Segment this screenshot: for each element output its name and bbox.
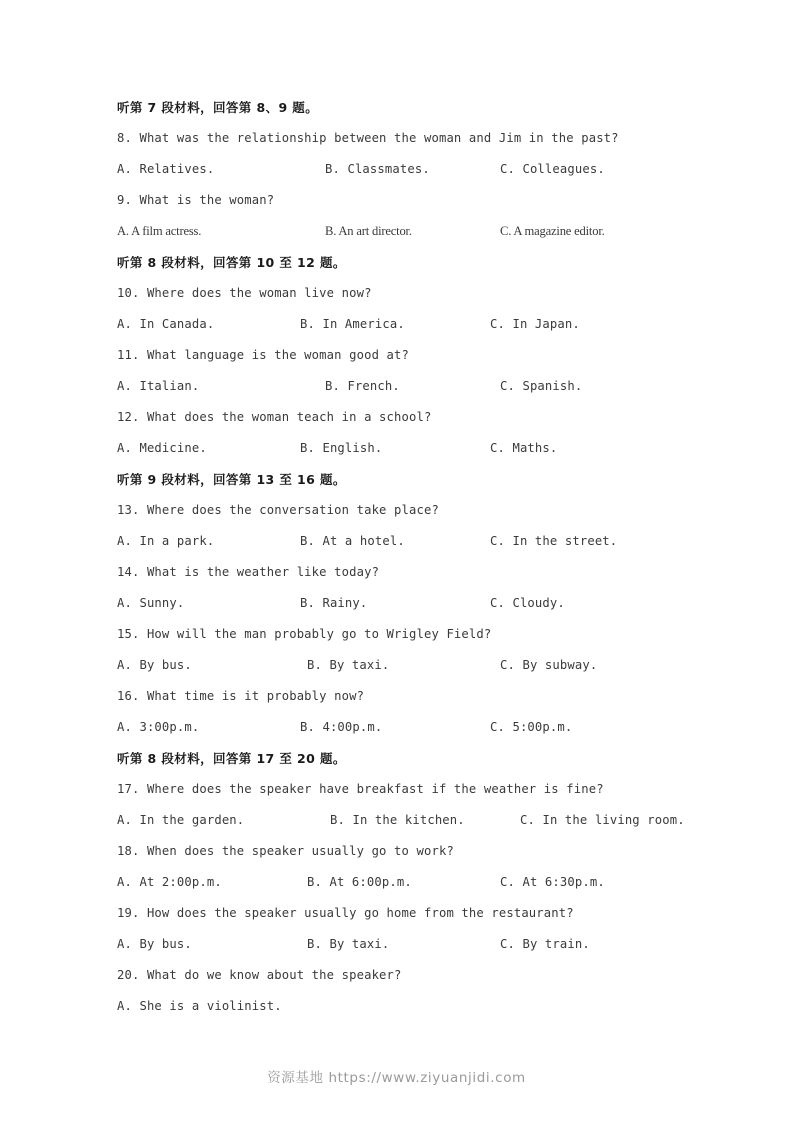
option-choice[interactable]: B. In America. <box>300 317 405 331</box>
option-choice[interactable]: C. By train. <box>500 937 590 951</box>
option-row <box>117 154 717 185</box>
option-choice[interactable]: A. In a park. <box>117 534 215 548</box>
section-heading: 听第 9 段材料，回答第 13 至 16 题。 <box>117 472 346 487</box>
question-stem: 17. Where does the speaker have breakfast if the weather is fine? <box>117 782 604 796</box>
option-row <box>117 216 717 247</box>
option-row <box>117 867 717 898</box>
option-row <box>117 805 717 836</box>
question-stem: 15. How will the man probably go to Wrigley Field? <box>117 627 492 641</box>
option-row <box>117 712 717 743</box>
option-choice[interactable]: A. In the garden. <box>117 813 245 827</box>
watermark: 资源基地 https://www.ziyuanjidi.com <box>267 1070 526 1086</box>
question-stem: 8. What was the relationship between the woman and Jim in the past? <box>117 131 619 145</box>
question-stem: 12. What does the woman teach in a school? <box>117 410 432 424</box>
section-heading: 听第 8 段材料，回答第 10 至 12 题。 <box>117 255 346 270</box>
option-choice[interactable]: B. Classmates. <box>325 162 430 176</box>
option-choice[interactable]: A. Medicine. <box>117 441 207 455</box>
option-choice[interactable]: B. By taxi. <box>307 937 390 951</box>
option-choice[interactable]: A. By bus. <box>117 937 192 951</box>
question-stem: 18. When does the speaker usually go to work? <box>117 844 454 858</box>
question-stem: 13. Where does the conversation take place? <box>117 503 439 517</box>
option-choice[interactable]: B. 4:00p.m. <box>300 720 383 734</box>
option-choice[interactable]: A. 3:00p.m. <box>117 720 200 734</box>
option-choice[interactable]: B. At 6:00p.m. <box>307 875 412 889</box>
option-choice[interactable]: C. By subway. <box>500 658 598 672</box>
option-choice[interactable]: C. In the street. <box>490 534 618 548</box>
option-row <box>117 526 717 557</box>
question-stem: 11. What language is the woman good at? <box>117 348 410 362</box>
option-choice[interactable]: C. Cloudy. <box>490 596 565 610</box>
option-choice[interactable]: C. Spanish. <box>500 379 583 393</box>
option-choice[interactable]: A. In Canada. <box>117 317 215 331</box>
option-choice[interactable]: C. In Japan. <box>490 317 580 331</box>
option-choice[interactable]: B. Rainy. <box>300 596 368 610</box>
option-choice[interactable]: C. In the living room. <box>520 813 685 827</box>
option-row <box>117 991 717 1022</box>
section-heading: 听第 8 段材料，回答第 17 至 20 题。 <box>117 751 346 766</box>
option-choice[interactable]: A. Relatives. <box>117 162 215 176</box>
option-row <box>117 650 717 681</box>
option-choice[interactable]: A. She is a violinist. <box>117 999 282 1013</box>
question-stem: 19. How does the speaker usually go home from the restaurant? <box>117 906 574 920</box>
question-stem: 20. What do we know about the speaker? <box>117 968 402 982</box>
option-row <box>117 371 717 402</box>
option-choice[interactable]: A. By bus. <box>117 658 192 672</box>
question-stem: 14. What is the weather like today? <box>117 565 380 579</box>
option-choice[interactable]: B. At a hotel. <box>300 534 405 548</box>
option-choice[interactable]: C. A magazine editor. <box>500 224 605 238</box>
section-heading: 听第 7 段材料，回答第 8、9 题。 <box>117 100 319 115</box>
option-choice[interactable]: C. Colleagues. <box>500 162 605 176</box>
option-choice[interactable]: B. In the kitchen. <box>330 813 465 827</box>
option-choice[interactable]: A. Italian. <box>117 379 200 393</box>
option-choice[interactable]: B. An art director. <box>325 224 412 238</box>
option-row <box>117 929 717 960</box>
option-row <box>117 433 717 464</box>
option-choice[interactable]: C. At 6:30p.m. <box>500 875 605 889</box>
option-choice[interactable]: C. Maths. <box>490 441 558 455</box>
option-row <box>117 309 717 340</box>
option-choice[interactable]: B. English. <box>300 441 383 455</box>
option-choice[interactable]: A. A film actress. <box>117 224 202 238</box>
option-choice[interactable]: B. By taxi. <box>307 658 390 672</box>
exam-content <box>117 92 717 1022</box>
question-stem: 10. Where does the woman live now? <box>117 286 372 300</box>
option-choice[interactable]: A. Sunny. <box>117 596 185 610</box>
question-stem: 16. What time is it probably now? <box>117 689 365 703</box>
question-stem: 9. What is the woman? <box>117 193 275 207</box>
option-row <box>117 588 717 619</box>
option-choice[interactable]: A. At 2:00p.m. <box>117 875 222 889</box>
option-choice[interactable]: B. French. <box>325 379 400 393</box>
option-choice[interactable]: C. 5:00p.m. <box>490 720 573 734</box>
